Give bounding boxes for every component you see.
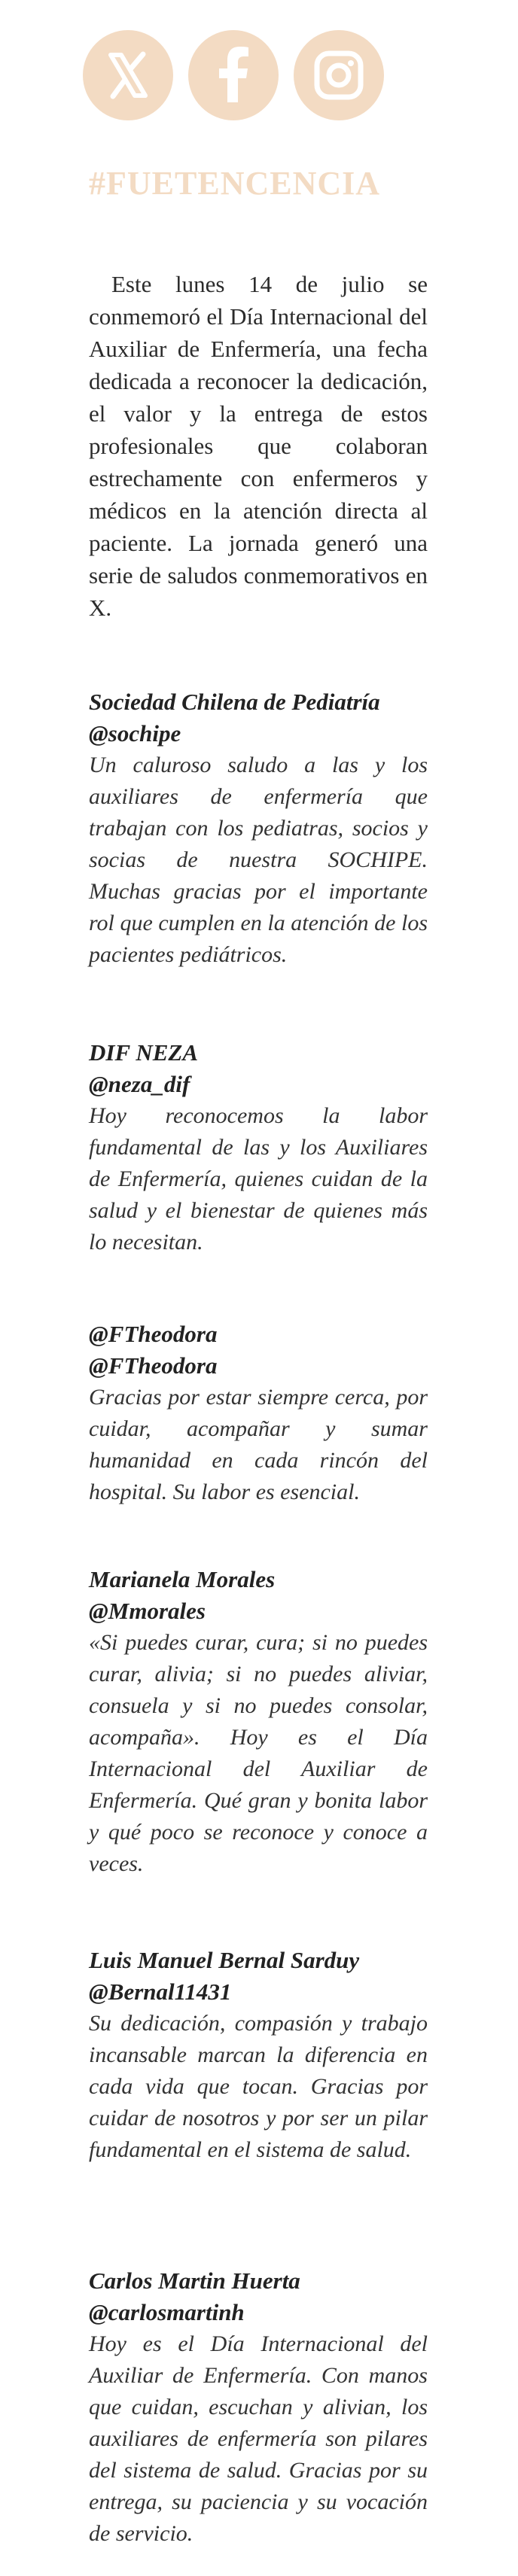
post-mmorales — [89, 1564, 428, 1880]
post-sochipe — [89, 686, 428, 971]
post-author: DIF NEZA — [89, 1039, 198, 1066]
post-text: Hoy es el Día Internacional del Auxiliar de Enfermería. Con manos que cuidan, escuchan y alivian, los auxiliares de enfermería son pilares del sistema de salud. Gracias por su entrega, su paciencia y su vocación de servicio. — [89, 2331, 428, 2546]
post-neza-dif — [89, 1037, 428, 1258]
post-handle[interactable]: @sochipe — [89, 720, 181, 747]
post-text: «Si puedes curar, cura; si no puedes curar, alivia; si no puedes aliviar, consuela y si no puedes consolar, acompaña». Hoy es el Día Internacional del Auxiliar de Enfermería. Qué gran y bonita labor y qué poco se reconoce y conoce a veces. — [89, 1630, 428, 1876]
post-text: Un caluroso saludo a las y los auxiliares de enfermería que trabajan con los pediatras, socios y socias de nuestra SOCHIPE. Muchas gracias por el importante rol que cumplen en la atención de los pacientes pediátricos. — [89, 753, 428, 967]
post-carlosmartinh — [89, 2265, 428, 2550]
social-icons — [83, 30, 384, 128]
post-author: Luis Manuel Bernal Sarduy — [89, 1947, 360, 1973]
post-handle[interactable]: @carlosmartinh — [89, 2299, 245, 2325]
post-author: Sociedad Chilena de Pediatría — [89, 689, 380, 715]
facebook-icon[interactable] — [188, 30, 279, 120]
post-bernal — [89, 1945, 428, 2166]
post-text: Gracias por estar siempre cerca, por cuidar, acompañar y sumar humanidad en cada rincón del hospital. Su labor es esencial. — [89, 1385, 428, 1504]
post-text: Hoy reconocemos la labor fundamental de las y los Auxiliares de Enfermería, quienes cuidan de la salud y el bienestar de quienes más lo necesitan. — [89, 1103, 428, 1255]
x-icon[interactable] — [83, 30, 173, 120]
intro-paragraph: Este lunes 14 de julio se conmemoró el Día Internacional del Auxiliar de Enfermería, una fecha dedicada a reconocer la dedicación, el valor y la entrega de estos profesionales que colaboran estrechamente con enfermeros y médicos en la atención directa al paciente. La jornada generó una serie de saludos conmemorativos en X. — [89, 271, 428, 621]
post-handle[interactable]: @Mmorales — [89, 1598, 206, 1624]
post-ftheodora — [89, 1318, 428, 1508]
post-handle[interactable]: @neza_dif — [89, 1071, 190, 1097]
instagram-icon[interactable] — [294, 30, 384, 120]
post-text: Su dedicación, compasión y trabajo incansable marcan la diferencia en cada vida que tocan. Gracias por cuidar de nosotros y por ser un pilar fundamental en el sistema de salud. — [89, 2011, 428, 2162]
post-author: @FTheodora — [89, 1321, 218, 1347]
post-author: Carlos Martin Huerta — [89, 2267, 300, 2294]
post-handle[interactable]: @Bernal11431 — [89, 1978, 232, 2005]
post-handle[interactable]: @FTheodora — [89, 1352, 218, 1379]
hashtag-title: #FUETENCENCIA — [89, 165, 381, 202]
post-author: Marianela Morales — [89, 1566, 276, 1592]
